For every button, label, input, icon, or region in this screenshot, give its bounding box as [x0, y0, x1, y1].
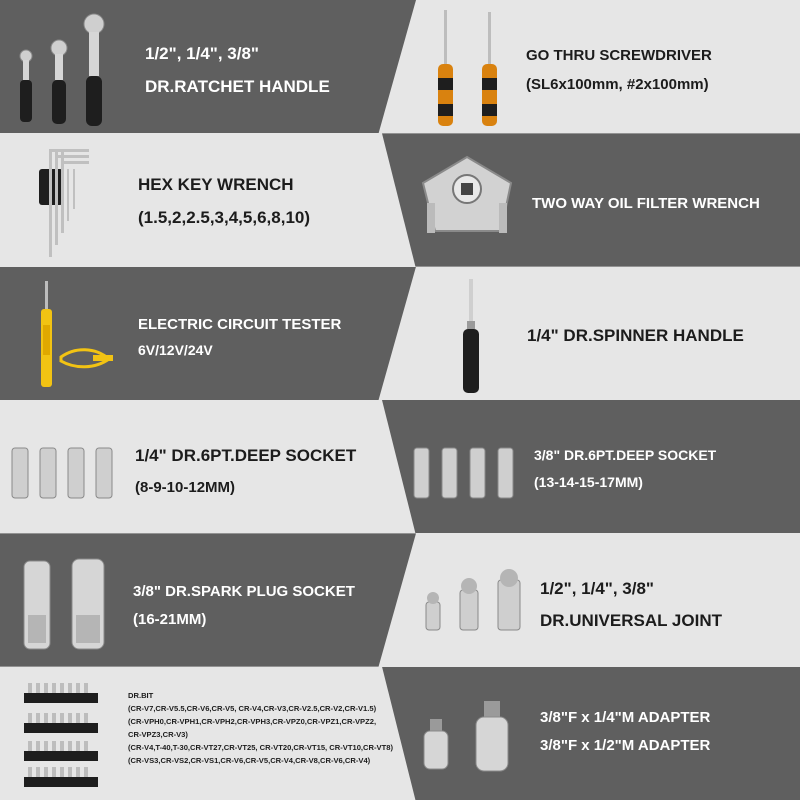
- universal-joint-image: [420, 568, 530, 633]
- item-subtitle: (16-21MM): [133, 611, 207, 629]
- row-2: [0, 133, 800, 266]
- item-title: 1/4" DR.6PT.DEEP SOCKET: [135, 446, 357, 465]
- three-eighths-deep-socket-image: [410, 446, 520, 500]
- quarter-inch-deep-socket-image: [10, 446, 120, 500]
- bit-set-line: (CR-V4,T-40,T-30,CR-VT27,CR-VT25, CR-VT20,CR-VT15, CR-VT10,CR-VT8): [128, 742, 393, 752]
- item-subtitle: (SL6x100mm, #2x100mm): [526, 76, 709, 93]
- item-title: TWO WAY OIL FILTER WRENCH: [532, 195, 760, 213]
- spinner-handle-image: [458, 277, 484, 397]
- oil-filter-wrench-image: [415, 153, 520, 243]
- item-subtitle: 3/8"F x 1/2"M ADAPTER: [540, 736, 711, 754]
- item-title: GO THRU SCREWDRIVER: [526, 47, 712, 64]
- circuit-tester-image: [35, 277, 120, 392]
- bit-set-line: (CR-V7,CR-V5.5,CR-V6,CR-V5, CR-V4,CR-V3,CR-V2.5,CR-V2,CR-V1.5): [128, 703, 377, 713]
- item-title: 3/8" DR.SPARK PLUG SOCKET: [133, 583, 355, 601]
- item-title: 3/8" DR.6PT.DEEP SOCKET: [534, 447, 717, 463]
- item-title: HEX KEY WRENCH: [138, 175, 294, 195]
- item-subtitle: (1.5,2,2.5,3,4,5,6,8,10): [138, 208, 311, 228]
- item-subtitle: (13-14-15-17MM): [534, 474, 643, 490]
- adapter-image: [418, 697, 528, 777]
- hex-key-set-image: [35, 143, 95, 258]
- item-subtitle: 6V/12V/24V: [138, 341, 213, 358]
- ratchet-handle-image: [12, 10, 112, 128]
- ratchet-large: [84, 14, 104, 126]
- bit-set-line: CR-VPZ3,CR-V3): [128, 729, 188, 739]
- item-title: ELECTRIC CIRCUIT TESTER: [138, 315, 342, 333]
- row-3: [0, 267, 800, 400]
- spark-plug-socket-image: [18, 555, 113, 655]
- item-title: 1/4" DR.SPINNER HANDLE: [527, 325, 744, 345]
- item-subtitle: DR.RATCHET HANDLE: [145, 77, 330, 96]
- ratchet-medium: [51, 40, 67, 124]
- bit-set-image: [22, 679, 102, 789]
- bit-set-line: (CR-VPH0,CR-VPH1,CR-VPH2,CR-VPH3,CR-VPZ0,CR-VPZ1,CR-VPZ2,: [128, 716, 377, 726]
- bit-set-title: DR.BIT: [128, 690, 154, 700]
- row-4: [0, 400, 800, 533]
- item-title: 1/2", 1/4", 3/8": [540, 579, 654, 599]
- row-1: [0, 0, 800, 133]
- row-5: [0, 533, 800, 666]
- screwdriver-image: [430, 8, 510, 130]
- bit-set-line: (CR-VS3,CR-VS2,CR-VS1,CR-V6,CR-V5,CR-V4,CR-V8,CR-V6,CR-V4): [128, 755, 371, 765]
- row-6: [0, 667, 800, 800]
- ratchet-small: [20, 50, 32, 122]
- item-title: 1/2", 1/4", 3/8": [145, 44, 259, 63]
- item-subtitle: DR.UNIVERSAL JOINT: [540, 611, 722, 631]
- item-subtitle: (8-9-10-12MM): [135, 479, 236, 496]
- item-title: 3/8"F x 1/4"M ADAPTER: [540, 708, 711, 726]
